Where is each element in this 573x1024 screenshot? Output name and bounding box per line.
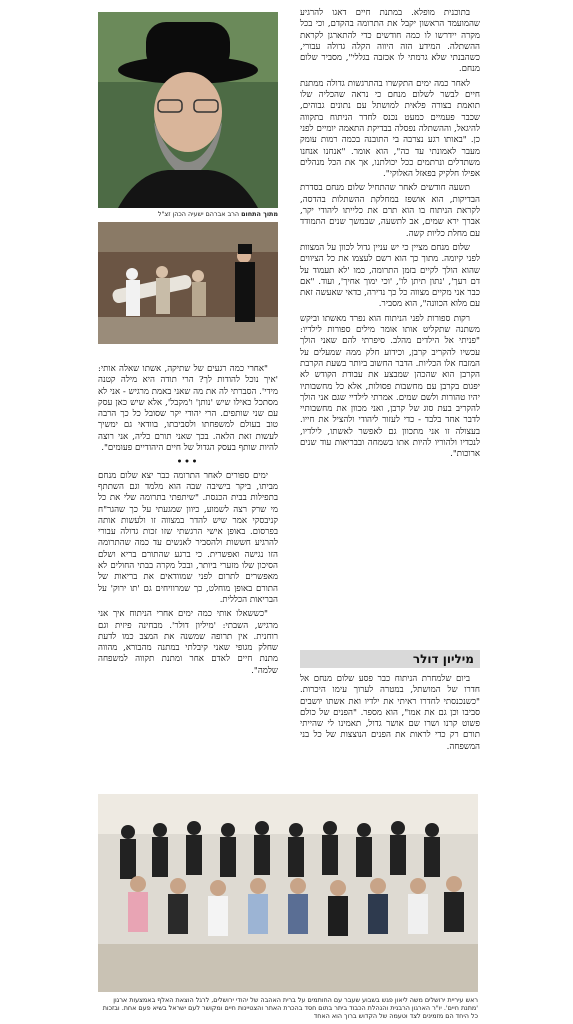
article-column-right: [300, 8, 480, 464]
section-divider: •••: [176, 457, 200, 468]
group-photo: [98, 794, 478, 992]
caption-bold: מתוך התחום: [241, 210, 278, 218]
portrait-illustration: [98, 12, 278, 208]
paragraph: תשעה חודשים לאחר שהתחיל שלום מנחם בסדרת הבדיקות, הוא אושפז במחלקת ההשתלות בהדסה, לקראת הניתוח בו הוא תרם את כלייתו ליהודי יקר, אברך ירא שמים, אב לתשעה, שבמשך שנים התמודד עם מחלת כליות קשה.: [300, 183, 480, 239]
caption-text: הרב אברהם ישעיה הכהן זצ"ל: [157, 210, 240, 218]
paragraph: ימים ספורים לאחר התרומה כבר יצא שלום מנחם מביתו, ביקר בישיבה שבה הוא מלמד וגם השתתף בתפילות בבית הכנסת. "שיתפתי בתרומה שלי את כל מי שרק רצה לשמוע, כיוון שמגעתי על כך שהגר"ח קניבסקי אמר שיש להדר במצווה זו ולעשות אותה בפרסום. באופן אישי הרגשתי שזו זכות גדולה עבורי להרגיע חששות ולהסביר לאנשים עד כמה שהתרומה הזו נגישה ואפשרית. כי ברגע שהתורם בריא ושלם הסיכון שלו מזערי ביותר, ובכל מקרה בבתי החולים לא מאפשרים לתרום לפני שמוודאים את בריאות של התורם באופן מוחלט, כך שמרוויחים גם 'תו ירוק' על הבריאות הכללית.: [98, 470, 278, 605]
paragraph: בתוכנית מופלא. במתנת חיים דאגו להרגיע שהמועמד הראשון יקבל את התרומה בהקדם, וכי בכל מקרה יידרשו לו כמה חודשים כדי להתארגן לקראת ההשתלה. המידע הזה היווה הקלה גדולה עבורי, כשהבנתי שלא גרמתי לו אכזבה בגללי", מסביר שלום מנחם.: [300, 8, 480, 75]
paragraph: רקות ספורות לפני הניתוח הוא נפרד מאשתו וביקש משתנה שתקליט אותו אומר מילים ספורות לילדיו: "פניתי אל הילדים מהלב. סיפרתי להם שאני הולך עכשיו להקריב קרבן, וכידוע חלק ממה שמעלים על המזבח אלו הכליות. הדבר החשוב ביותר בשעת הקרבת הקרבן הוא שהכהן שמבצע את עבודת הקודש לא יפגום בקרבן עם מחשבות פסולות, אלא כל מחשבותיו יהיו טהורות ולשם שמים. אמרתי לילדיי שגם אני הולך להקריב בעת סוג של קרבן, ואני מכוון את מחשבותיי לדבר אחד בלבד - כדי לעזור ליהודי ולהציל את חייו. בעצולה זו אני מתכוון גם לאפשר לאשתו, לילדיו, לנכדיו ולהוריו להיות אתו בשמחה ובבריאות עוד שנים ארוכות".: [300, 313, 480, 460]
rabbi-photo-caption: [98, 210, 278, 218]
paragraph: שלום מנחם מציין כי יש עניין גדול לכוון על המצוות לפני קיומה. מתוך כך הוא רשם לעצמו את כל הציווים שהוא הולך לקיים בזמן התרומה, כמו 'לא תעמוד על דם רעך', 'נתון תיתן לו', 'וכי ימוך אחיך', ועוד. "אם כבר אני מקיים מצווה כל כך נדירה, כדאי שאעשה זאת עם מלוא הכוונה", הוא מסביר.: [300, 242, 480, 310]
paragraph: "אחרי כמה רגעים של שתיקה, אשתו שאלה אותי: 'איך נוכל להודות לך? הרי תודה היא מילה קטנה מידי'. הסברתי לה את מה שאני באמת מרגיש - אני לא מסתכל כאילו שיש 'נותן' ו'מקבל', אלא שיש כאן עסק עם שני שותפים. הרי יהודי יקר שסובל כל כך הרבה טוב בעולם למשפחתו ולסביבתו, בוודאי גם ימשיך לעשות זאת הלאה. בכך שאני תורם כליה, אני רוצה להיות שותף בעסק הגדול של חיים היהודיים פעומים".: [98, 364, 278, 454]
paragraph: "כששאלו אותי כמה ימים אחרי הניתוח איך אני מרגיש, השבתי: 'מיליון דולר'. מבחינה פיזית וגם רוחנית. אין תרופה שמשנה את המצב כמו לדעת שחלק מגופי שאני קיבלתי במתנה מהבורא, מהווה מתנת חיים לאדם אחר ומתנת תקווה למשפחה שלמה".: [98, 609, 278, 676]
group-illustration: [98, 794, 478, 992]
ceremony-photo: [98, 222, 278, 344]
rabbi-portrait-photo: [98, 12, 278, 208]
paragraph: לאחר כמה ימים התקשרו בהתרגשות גדולה ממתנת חיים לבשר לשלום מנחם כי נראה שהכליה שלו תואמת בצורה פלאית למושתל עם נתונים גבוהים, שכבר פעמיים כמעט נכנס לחדר הניתוח בתקווה להיגאל, וההשתלה נפסלה בבדיקת התאמה יומיים לפני כן. "באותו רגע נצרבה בי התובנה בכמה רמות עומק מעבר לאמונתי עד כה", הוא אומר. "אנחנו אנחנו משתדלים ונרתמים ככל יכולתנו, אך את הכל מנהלים אפילו חלקיק בפאזל האלוקי".: [300, 78, 480, 180]
article-column-right-bottom: [300, 674, 480, 756]
paragraph: ביום שלמחרת הניתוח כבר פסע שלום מנחם אל חדרו של המושתל, במטרה לערוך עימו היכרות. "כשנכנסתי לחדרו ראיתי את ילדיו ואת אשתו יושבים סביבו וכן גם את אמו", הוא מספר. "הפנים של כולם פשוט קרנו ושרו שם אושר גדול, תאמינו לי שהייתי תורם רק כדי לראות את הפנים הנוצצות של כל בני המשפחה.: [300, 674, 480, 752]
ceremony-illustration: [98, 222, 278, 344]
article-column-left: [98, 364, 278, 680]
subheading: מיליון דולר: [300, 650, 480, 668]
group-photo-caption: ראש עיריית ירושלים משה ליאון פגש בשבוע שעבר עם החותמים על ברית האהבה של יהודי ירושלים, לרגל הוצאת האלף באמצעות ארגון 'מתנת חיים'. יו"ר הארגון הרבנית והנהלת הכבוד ביתר בתום חסד בהכרת האתר והצטיינות חיים ומקושר לעם ישראל בשיא פעם אחת. ובזכות כל היחד הם מזמינים לצד וטעמה של הקדוש ברוך הוא האחד: [102, 996, 478, 1020]
